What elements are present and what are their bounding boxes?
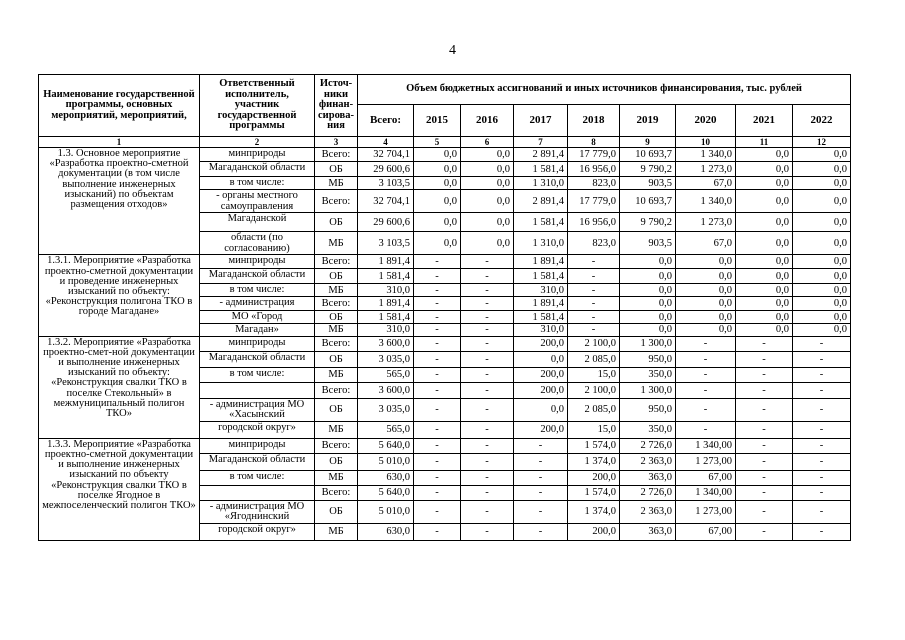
year-value: 1 574,0 <box>568 485 620 500</box>
year-value: 0,0 <box>676 323 736 336</box>
year-value: 1 891,4 <box>514 297 568 311</box>
funding-source: ОБ <box>315 213 358 232</box>
year-value: 350,0 <box>620 421 676 438</box>
year-value: 1 310,0 <box>514 232 568 255</box>
funding-source: МБ <box>315 284 358 297</box>
total-value: 5 010,0 <box>358 453 414 470</box>
funding-source: МБ <box>315 421 358 438</box>
executor-cell: Магаданской области <box>200 351 315 367</box>
executor-cell: Магадан» <box>200 323 315 336</box>
year-value: 1 581,4 <box>514 162 568 177</box>
year-value: 823,0 <box>568 177 620 190</box>
header-year: 2018 <box>568 105 620 137</box>
total-value: 5 640,0 <box>358 438 414 453</box>
year-value: - <box>514 470 568 485</box>
year-value: 200,0 <box>514 367 568 382</box>
year-value: 0,0 <box>620 269 676 284</box>
header-index: 10 <box>676 137 736 148</box>
year-value: 0,0 <box>620 284 676 297</box>
year-value: - <box>414 382 461 398</box>
header-index: 6 <box>461 137 514 148</box>
year-value: - <box>793 500 851 523</box>
year-value: - <box>736 351 793 367</box>
year-value: 15,0 <box>568 367 620 382</box>
header-source: Источ-ники финан-сирова-ния <box>315 75 358 137</box>
year-value: 1 374,0 <box>568 500 620 523</box>
header-index: 4 <box>358 137 414 148</box>
year-value: 2 085,0 <box>568 351 620 367</box>
total-value: 3 103,5 <box>358 177 414 190</box>
year-value: - <box>736 523 793 540</box>
funding-source: МБ <box>315 470 358 485</box>
year-value: - <box>568 255 620 269</box>
year-value: 2 100,0 <box>568 382 620 398</box>
year-value: 1 300,0 <box>620 382 676 398</box>
header-executor: Ответственный исполнитель, участник государственной программы <box>200 75 315 137</box>
year-value: - <box>414 297 461 311</box>
year-value: 2 085,0 <box>568 398 620 421</box>
year-value: - <box>461 453 514 470</box>
year-value: 0,0 <box>793 297 851 311</box>
executor-cell <box>200 382 315 398</box>
year-value: 16 956,0 <box>568 162 620 177</box>
year-value: 310,0 <box>514 323 568 336</box>
total-value: 32 704,1 <box>358 190 414 213</box>
year-value: - <box>736 453 793 470</box>
total-value: 3 035,0 <box>358 398 414 421</box>
executor-cell: минприроды <box>200 336 315 351</box>
header-total: Всего: <box>358 105 414 137</box>
total-value: 5 010,0 <box>358 500 414 523</box>
executor-cell: Магаданской области <box>200 162 315 177</box>
executor-cell: - органы местного самоуправления <box>200 190 315 213</box>
year-value: - <box>793 398 851 421</box>
header-index: 3 <box>315 137 358 148</box>
funding-source: МБ <box>315 177 358 190</box>
header-index: 7 <box>514 137 568 148</box>
year-value: 67,00 <box>676 523 736 540</box>
year-value: 1 273,0 <box>676 213 736 232</box>
year-value: - <box>793 336 851 351</box>
year-value: 200,0 <box>514 336 568 351</box>
year-value: 0,0 <box>461 213 514 232</box>
executor-cell: - администрация МО «Хасынский <box>200 398 315 421</box>
year-value: 0,0 <box>514 398 568 421</box>
year-value: 1 581,4 <box>514 269 568 284</box>
header-index: 9 <box>620 137 676 148</box>
funding-source: МБ <box>315 323 358 336</box>
measure-name: 1.3.1. Мероприятие «Разработка проектно-сметной документации и проведение инженерных изысканий по объекту: «Реконструкция полигона ТКО в городе Магадане» <box>39 255 200 336</box>
year-value: 200,0 <box>568 470 620 485</box>
total-value: 630,0 <box>358 470 414 485</box>
year-value: - <box>676 421 736 438</box>
year-value: - <box>568 311 620 324</box>
year-value: - <box>736 500 793 523</box>
header-year: 2020 <box>676 105 736 137</box>
total-value: 3 035,0 <box>358 351 414 367</box>
header-index: 2 <box>200 137 315 148</box>
funding-source: ОБ <box>315 351 358 367</box>
executor-cell: минприроды <box>200 255 315 269</box>
year-value: - <box>793 438 851 453</box>
year-value: 67,00 <box>676 470 736 485</box>
year-value: - <box>414 485 461 500</box>
funding-source: ОБ <box>315 269 358 284</box>
year-value: 1 581,4 <box>514 213 568 232</box>
year-value: - <box>461 382 514 398</box>
year-value: - <box>461 336 514 351</box>
funding-source: Всего: <box>315 382 358 398</box>
year-value: 363,0 <box>620 470 676 485</box>
year-value: 0,0 <box>414 190 461 213</box>
funding-source: Всего: <box>315 297 358 311</box>
funding-source: Всего: <box>315 485 358 500</box>
executor-cell: - администрация <box>200 297 315 311</box>
year-value: 0,0 <box>676 269 736 284</box>
year-value: 1 273,00 <box>676 453 736 470</box>
year-value: 2 726,0 <box>620 438 676 453</box>
year-value: 0,0 <box>793 269 851 284</box>
year-value: 200,0 <box>568 523 620 540</box>
header-year: 2016 <box>461 105 514 137</box>
header-budget: Объем бюджетных ассигнований и иных источников финансирования, тыс. рублей <box>358 75 851 105</box>
year-value: 16 956,0 <box>568 213 620 232</box>
year-value: - <box>461 284 514 297</box>
year-value: 0,0 <box>461 148 514 162</box>
funding-source: Всего: <box>315 255 358 269</box>
year-value: - <box>461 255 514 269</box>
total-value: 310,0 <box>358 323 414 336</box>
year-value: - <box>514 438 568 453</box>
executor-cell: минприроды <box>200 148 315 162</box>
year-value: - <box>414 438 461 453</box>
year-value: - <box>414 255 461 269</box>
year-value: - <box>461 269 514 284</box>
year-value: 200,0 <box>514 421 568 438</box>
year-value: 9 790,2 <box>620 213 676 232</box>
total-value: 1 581,4 <box>358 311 414 324</box>
year-value: - <box>414 523 461 540</box>
year-value: - <box>461 438 514 453</box>
funding-source: ОБ <box>315 500 358 523</box>
total-value: 5 640,0 <box>358 485 414 500</box>
year-value: - <box>414 453 461 470</box>
header-year: 2021 <box>736 105 793 137</box>
year-value: 67,0 <box>676 232 736 255</box>
header-index: 12 <box>793 137 851 148</box>
executor-cell: Магаданской области <box>200 269 315 284</box>
header-year: 2015 <box>414 105 461 137</box>
year-value: 0,0 <box>514 351 568 367</box>
year-value: - <box>414 500 461 523</box>
year-value: - <box>461 470 514 485</box>
year-value: - <box>414 336 461 351</box>
executor-cell: МО «Город <box>200 311 315 324</box>
year-value: 0,0 <box>736 190 793 213</box>
year-value: 0,0 <box>736 213 793 232</box>
year-value: 0,0 <box>793 148 851 162</box>
year-value: - <box>461 311 514 324</box>
header-year: 2022 <box>793 105 851 137</box>
year-value: 823,0 <box>568 232 620 255</box>
year-value: 1 340,00 <box>676 438 736 453</box>
year-value: 0,0 <box>676 297 736 311</box>
year-value: - <box>414 269 461 284</box>
year-value: 0,0 <box>414 213 461 232</box>
funding-source: ОБ <box>315 311 358 324</box>
total-value: 565,0 <box>358 421 414 438</box>
year-value: 903,5 <box>620 177 676 190</box>
year-value: 0,0 <box>736 162 793 177</box>
page-number: 4 <box>449 43 456 58</box>
year-value: 0,0 <box>461 162 514 177</box>
total-value: 29 600,6 <box>358 162 414 177</box>
year-value: - <box>568 323 620 336</box>
year-value: - <box>676 367 736 382</box>
executor-cell: - администрация МО «Ягоднинский <box>200 500 315 523</box>
executor-cell <box>200 485 315 500</box>
year-value: 0,0 <box>620 297 676 311</box>
year-value: 2 363,0 <box>620 500 676 523</box>
measure-name: 1.3. Основное мероприятие «Разработка проектно-сметной документации (в том числе выполнение инженерных изысканий) по объектам размещения отходов» <box>39 148 200 255</box>
year-value: - <box>461 398 514 421</box>
header-index: 8 <box>568 137 620 148</box>
year-value: - <box>568 269 620 284</box>
year-value: 2 891,4 <box>514 148 568 162</box>
year-value: 0,0 <box>793 255 851 269</box>
header-year: 2019 <box>620 105 676 137</box>
year-value: 2 891,4 <box>514 190 568 213</box>
year-value: 1 374,0 <box>568 453 620 470</box>
year-value: - <box>414 421 461 438</box>
year-value: 0,0 <box>414 177 461 190</box>
year-value: - <box>514 453 568 470</box>
funding-source: Всего: <box>315 438 358 453</box>
year-value: 0,0 <box>414 162 461 177</box>
year-value: 0,0 <box>793 177 851 190</box>
year-value: 0,0 <box>414 232 461 255</box>
year-value: 17 779,0 <box>568 190 620 213</box>
executor-cell: городской округ» <box>200 523 315 540</box>
executor-cell: в том числе: <box>200 177 315 190</box>
measure-name: 1.3.2. Мероприятие «Разработка проектно-смет-ной документации и выполнение инженерных изысканий по объекту: «Реконструкция свалки ТКО в поселке Стекольный» в межмуниципальный полигон ТКО» <box>39 336 200 438</box>
year-value: 310,0 <box>514 284 568 297</box>
year-value: - <box>461 323 514 336</box>
total-value: 310,0 <box>358 284 414 297</box>
year-value: 1 340,0 <box>676 190 736 213</box>
year-value: 0,0 <box>676 311 736 324</box>
total-value: 630,0 <box>358 523 414 540</box>
year-value: 1 300,0 <box>620 336 676 351</box>
total-value: 3 600,0 <box>358 336 414 351</box>
year-value: - <box>736 367 793 382</box>
year-value: - <box>676 351 736 367</box>
year-value: - <box>514 500 568 523</box>
year-value: - <box>793 421 851 438</box>
total-value: 565,0 <box>358 367 414 382</box>
year-value: 1 581,4 <box>514 311 568 324</box>
year-value: - <box>736 398 793 421</box>
year-value: 0,0 <box>736 148 793 162</box>
year-value: 0,0 <box>736 297 793 311</box>
header-index: 5 <box>414 137 461 148</box>
total-value: 1 891,4 <box>358 297 414 311</box>
year-value: 1 310,0 <box>514 177 568 190</box>
year-value: - <box>514 485 568 500</box>
year-value: - <box>461 485 514 500</box>
funding-source: МБ <box>315 523 358 540</box>
year-value: 0,0 <box>736 232 793 255</box>
total-value: 32 704,1 <box>358 148 414 162</box>
year-value: 0,0 <box>736 323 793 336</box>
executor-cell: Магаданской <box>200 213 315 232</box>
year-value: 0,0 <box>620 311 676 324</box>
year-value: - <box>793 367 851 382</box>
year-value: 0,0 <box>736 311 793 324</box>
year-value: 950,0 <box>620 351 676 367</box>
year-value: 0,0 <box>461 190 514 213</box>
year-value: 1 273,00 <box>676 500 736 523</box>
year-value: - <box>414 398 461 421</box>
funding-source: ОБ <box>315 453 358 470</box>
year-value: - <box>414 311 461 324</box>
year-value: 350,0 <box>620 367 676 382</box>
header-index: 11 <box>736 137 793 148</box>
year-value: - <box>461 367 514 382</box>
year-value: 0,0 <box>736 255 793 269</box>
year-value: 1 273,0 <box>676 162 736 177</box>
year-value: 200,0 <box>514 382 568 398</box>
funding-source: Всего: <box>315 148 358 162</box>
year-value: - <box>414 284 461 297</box>
funding-source: Всего: <box>315 336 358 351</box>
year-value: 0,0 <box>461 232 514 255</box>
executor-cell: минприроды <box>200 438 315 453</box>
year-value: 0,0 <box>676 284 736 297</box>
year-value: - <box>676 382 736 398</box>
year-value: - <box>793 453 851 470</box>
year-value: 0,0 <box>736 177 793 190</box>
year-value: 1 574,0 <box>568 438 620 453</box>
year-value: 0,0 <box>793 232 851 255</box>
year-value: - <box>736 382 793 398</box>
year-value: 0,0 <box>793 162 851 177</box>
executor-cell: городской округ» <box>200 421 315 438</box>
year-value: - <box>676 398 736 421</box>
year-value: 10 693,7 <box>620 190 676 213</box>
year-value: 15,0 <box>568 421 620 438</box>
funding-source: ОБ <box>315 162 358 177</box>
year-value: 363,0 <box>620 523 676 540</box>
year-value: 0,0 <box>461 177 514 190</box>
year-value: - <box>568 297 620 311</box>
total-value: 1 581,4 <box>358 269 414 284</box>
funding-source: ОБ <box>315 398 358 421</box>
table-row <box>39 148 851 162</box>
table-row <box>39 255 851 269</box>
year-value: 1 340,00 <box>676 485 736 500</box>
total-value: 1 891,4 <box>358 255 414 269</box>
year-value: 10 693,7 <box>620 148 676 162</box>
year-value: - <box>676 336 736 351</box>
year-value: 0,0 <box>414 148 461 162</box>
executor-cell: в том числе: <box>200 470 315 485</box>
year-value: 1 340,0 <box>676 148 736 162</box>
year-value: - <box>461 523 514 540</box>
funding-source: МБ <box>315 232 358 255</box>
year-value: 0,0 <box>793 190 851 213</box>
year-value: - <box>461 351 514 367</box>
executor-cell: в том числе: <box>200 284 315 297</box>
budget-table <box>38 74 851 541</box>
year-value: - <box>461 421 514 438</box>
year-value: - <box>461 297 514 311</box>
year-value: - <box>736 421 793 438</box>
year-value: - <box>568 284 620 297</box>
table-row <box>39 336 851 351</box>
header-name: Наименование государственной программы, основных мероприятий, мероприятий, <box>39 75 200 137</box>
year-value: - <box>793 382 851 398</box>
year-value: 0,0 <box>620 323 676 336</box>
year-value: - <box>793 351 851 367</box>
year-value: 0,0 <box>620 255 676 269</box>
year-value: 2 726,0 <box>620 485 676 500</box>
year-value: - <box>414 367 461 382</box>
year-value: 903,5 <box>620 232 676 255</box>
year-value: - <box>793 470 851 485</box>
year-value: 1 891,4 <box>514 255 568 269</box>
year-value: - <box>736 485 793 500</box>
year-value: 0,0 <box>793 323 851 336</box>
year-value: 0,0 <box>676 255 736 269</box>
year-value: 9 790,2 <box>620 162 676 177</box>
year-value: - <box>414 351 461 367</box>
year-value: 950,0 <box>620 398 676 421</box>
year-value: - <box>736 336 793 351</box>
header-year: 2017 <box>514 105 568 137</box>
executor-cell: Магаданской области <box>200 453 315 470</box>
year-value: 0,0 <box>793 213 851 232</box>
year-value: - <box>514 523 568 540</box>
year-value: - <box>414 470 461 485</box>
year-value: 17 779,0 <box>568 148 620 162</box>
year-value: 0,0 <box>736 269 793 284</box>
year-value: 67,0 <box>676 177 736 190</box>
measure-name: 1.3.3. Мероприятие «Разработка проектно-сметной документации и выполнение инженерных изысканий по объекту «Реконструкция свалки ТКО в поселке Ягодное в межпоселенческий полигон ТКО» <box>39 438 200 540</box>
table-row <box>39 438 851 453</box>
executor-cell: в том числе: <box>200 367 315 382</box>
year-value: - <box>736 438 793 453</box>
year-value: - <box>414 323 461 336</box>
year-value: - <box>793 485 851 500</box>
total-value: 3 103,5 <box>358 232 414 255</box>
year-value: 0,0 <box>793 284 851 297</box>
header-index: 1 <box>39 137 200 148</box>
year-value: 2 363,0 <box>620 453 676 470</box>
year-value: 0,0 <box>793 311 851 324</box>
funding-source: МБ <box>315 367 358 382</box>
year-value: - <box>793 523 851 540</box>
executor-cell: области (по согласованию) <box>200 232 315 255</box>
total-value: 29 600,6 <box>358 213 414 232</box>
year-value: - <box>461 500 514 523</box>
year-value: 0,0 <box>736 284 793 297</box>
year-value: 2 100,0 <box>568 336 620 351</box>
funding-source: Всего: <box>315 190 358 213</box>
year-value: - <box>736 470 793 485</box>
total-value: 3 600,0 <box>358 382 414 398</box>
